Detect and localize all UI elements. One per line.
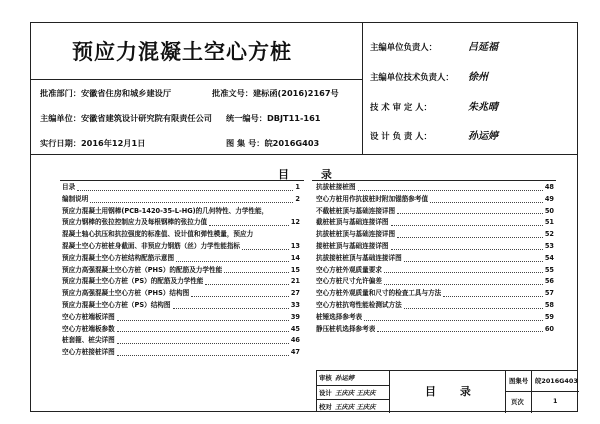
toc-leader-dots xyxy=(397,237,543,238)
toc-entry-title: 空心方桩尺寸允许偏差 xyxy=(316,277,382,286)
toc-entry-page: 50 xyxy=(544,206,554,215)
page-value: 1 xyxy=(553,397,558,405)
signature: 徐州 xyxy=(468,72,488,83)
toc-entry-page: 1 xyxy=(295,183,300,191)
toc-entry xyxy=(316,300,554,312)
toc-entry xyxy=(316,206,554,218)
toc-entry xyxy=(316,312,554,324)
toc-rule xyxy=(60,180,304,181)
toc-entry xyxy=(316,253,554,265)
toc-entry-title: 预应力混凝土用钢棒(PCB-1420-35-L-HG)的几何特性、力学性能， xyxy=(62,206,269,215)
title-block-row xyxy=(317,386,389,401)
toc-entry-title: 空心方桩端板参数 xyxy=(62,324,115,333)
signature: 吕延福 xyxy=(468,42,498,53)
toc-entry-title: 空心方桩外观质量要求 xyxy=(316,265,382,274)
toc-entry xyxy=(316,276,554,288)
toc-entry-page: 47 xyxy=(290,348,300,357)
editor-unit: 主编单位：安徽省建筑设计研究院有限责任公司 xyxy=(40,113,212,123)
toc-leader-dots xyxy=(397,213,543,214)
effective-date: 实行日期：2016年12月1日 xyxy=(40,138,146,148)
toc-entry-page: 60 xyxy=(544,324,554,333)
divider xyxy=(30,79,362,80)
divider xyxy=(30,154,578,155)
toc-entry-page: 54 xyxy=(544,253,554,262)
toc-leader-dots xyxy=(173,308,289,309)
toc-entry-page: 55 xyxy=(544,265,554,274)
toc-entry xyxy=(62,206,300,218)
toc-entry xyxy=(316,324,554,336)
page-title: 预应力混凝土空心方桩 xyxy=(72,40,292,64)
toc-leader-dots xyxy=(377,331,542,332)
toc-entry-page: 56 xyxy=(544,277,554,286)
toc-left-column xyxy=(62,182,300,359)
toc-entry-title: 预应力钢棒的张拉控制应力及每根钢棒的张拉力值 xyxy=(62,218,208,227)
toc-entry-title: 空心方桩端板详图 xyxy=(62,312,115,321)
toc-leader-dots xyxy=(117,331,289,332)
toc-entry-page: 21 xyxy=(290,277,300,286)
sign-role: 技 术 审 定 人： xyxy=(370,102,432,112)
toc-entry-title: 桩锤选择参考表 xyxy=(316,312,363,321)
title-block-row xyxy=(317,371,389,386)
toc-leader-dots xyxy=(117,343,289,344)
toc-entry-page: 46 xyxy=(290,336,300,345)
toc-entry xyxy=(62,241,300,253)
toc-leader-dots xyxy=(117,355,289,356)
toc-entry-title: 预应力高强混凝土空心方桩（PHS）的配筋及力学性能 xyxy=(62,265,223,274)
toc-entry xyxy=(62,217,300,229)
toc-leader-dots xyxy=(205,284,288,285)
toc-entry-page: 45 xyxy=(290,324,300,333)
toc-entry-page: 27 xyxy=(290,289,300,298)
toc-entry xyxy=(316,194,554,206)
toc-entry-page: 2 xyxy=(295,194,300,203)
toc-leader-dots xyxy=(191,296,289,297)
toc-entry-page: 48 xyxy=(544,183,554,191)
toc-leader-dots xyxy=(77,190,293,191)
sign-role: 主编单位技术负责人： xyxy=(370,72,454,82)
toc-leader-dots xyxy=(404,308,543,309)
approval-doc-no: 批准文号：建标函(2016)2167号 xyxy=(212,88,339,98)
toc-entry-title: 接桩桩顶与基础连接详图 xyxy=(316,241,389,250)
toc-entry-page: 39 xyxy=(290,312,300,321)
toc-entry-title: 空心方桩接桩详图 xyxy=(62,348,115,357)
toc-entry xyxy=(316,217,554,229)
toc-rule xyxy=(312,180,556,181)
toc-leader-dots xyxy=(90,202,293,203)
toc-leader-dots xyxy=(430,202,543,203)
tb-label: 审核 xyxy=(319,374,332,383)
tb-signature: 王庆庆 王庆庆 xyxy=(335,403,376,412)
toc-leader-dots xyxy=(364,320,543,321)
unified-number: 统一编号：DBJT11-161 xyxy=(226,113,321,123)
signature: 孙运婷 xyxy=(468,131,498,142)
toc-entry xyxy=(316,288,554,300)
toc-right-column xyxy=(316,182,554,335)
toc-entry-page: 57 xyxy=(544,289,554,298)
toc-leader-dots xyxy=(391,249,543,250)
toc-entry-title: 混凝土轴心抗压和抗拉强度的标准值、设计值和弹性模量，预应力 xyxy=(62,230,254,239)
toc-heading: 目 录 xyxy=(278,168,346,181)
toc-entry-title: 空心方桩抗弯性能检测试方法 xyxy=(316,300,402,309)
toc-entry-page: 12 xyxy=(290,218,300,227)
toc-entry xyxy=(316,241,554,253)
toc-entry xyxy=(316,229,554,241)
sign-role: 主编单位负责人： xyxy=(370,42,437,52)
title-block xyxy=(316,370,578,412)
toc-entry xyxy=(316,182,554,194)
toc-entry xyxy=(62,312,300,324)
toc-entry xyxy=(62,324,300,336)
toc-leader-dots xyxy=(176,261,289,262)
toc-entry-title: 预应力高强混凝土空心方桩（PHS）结构图 xyxy=(62,289,190,298)
toc-entry-page: 13 xyxy=(290,241,300,250)
signature: 朱兆晴 xyxy=(468,102,498,113)
toc-leader-dots xyxy=(443,296,543,297)
toc-entry-title: 桩套箍、桩尖详图 xyxy=(62,336,115,345)
toc-entry xyxy=(62,300,300,312)
toc-entry-title: 抗拔桩接桩图 xyxy=(316,183,356,191)
tb-signature: 孙运婷 xyxy=(335,374,355,383)
approval-dept: 批准部门：安徽省住房和城乡建设厅 xyxy=(40,88,172,98)
toc-leader-dots xyxy=(384,284,543,285)
toc-entry xyxy=(62,265,300,277)
toc-entry-title: 编制说明 xyxy=(62,194,89,203)
toc-entry-page: 52 xyxy=(544,230,554,239)
toc-leader-dots xyxy=(242,249,289,250)
atlas-value: 皖2016G403 xyxy=(535,377,578,385)
toc-entry-title: 预应力混凝土空心方桩结构配筋示意图 xyxy=(62,253,175,262)
toc-entry-page: 33 xyxy=(290,300,300,309)
toc-entry-title: 目录 xyxy=(62,183,76,191)
atlas-label: 图集号 xyxy=(509,377,529,385)
toc-entry-page: 14 xyxy=(290,253,300,262)
toc-entry-title: 空心方桩用作抗拔桩时附加锚筋参考值 xyxy=(316,194,429,203)
toc-entry xyxy=(62,253,300,265)
toc-leader-dots xyxy=(391,225,543,226)
title-block-row xyxy=(317,400,389,414)
toc-entry-title: 抗拔接桩桩顶与基础连接详图 xyxy=(316,253,402,262)
toc-entry-title: 抗拔桩桩顶与基础连接详图 xyxy=(316,230,396,239)
toc-leader-dots xyxy=(224,272,289,273)
toc-entry xyxy=(62,335,300,347)
tb-label: 设计 xyxy=(319,388,332,397)
toc-entry xyxy=(62,276,300,288)
toc-entry xyxy=(62,229,300,241)
toc-entry xyxy=(62,347,300,359)
toc-entry-page: 15 xyxy=(290,265,300,274)
toc-leader-dots xyxy=(209,225,289,226)
toc-leader-dots xyxy=(404,261,543,262)
divider xyxy=(362,22,363,154)
toc-entry-title: 混凝土空心方桩桩身截面、非预应力钢筋（丝）力学性能指标 xyxy=(62,241,241,250)
toc-leader-dots xyxy=(358,190,543,191)
sheet-name: 目 录 xyxy=(425,385,481,398)
toc-entry xyxy=(62,182,300,194)
sign-role: 设 计 负 责 人： xyxy=(370,131,432,141)
toc-entry-title: 预应力混凝土空心方桩（PS）结构图 xyxy=(62,300,171,309)
toc-entry-page: 49 xyxy=(544,194,554,203)
page-label: 页次 xyxy=(511,398,524,406)
atlas-number: 图 集 号：皖2016G403 xyxy=(226,138,320,148)
toc-entry-title: 不截桩桩顶与基础连接详图 xyxy=(316,206,396,215)
toc-entry-title: 预应力混凝土空心方桩（PS）的配筋及力学性能 xyxy=(62,277,204,286)
toc-entry-page: 51 xyxy=(544,218,554,227)
toc-entry xyxy=(62,194,300,206)
toc-entry-title: 空心方桩外观质量和尺寸的检查工具与方法 xyxy=(316,289,442,298)
toc-entry xyxy=(62,288,300,300)
toc-entry xyxy=(316,265,554,277)
toc-entry-title: 静压桩机选择参考表 xyxy=(316,324,376,333)
toc-entry-page: 58 xyxy=(544,300,554,309)
toc-entry-page: 53 xyxy=(544,241,554,250)
toc-entry-title: 截桩桩顶与基础连接详图 xyxy=(316,218,389,227)
toc-entry-page: 59 xyxy=(544,312,554,321)
toc-leader-dots xyxy=(117,320,289,321)
toc-leader-dots xyxy=(384,272,543,273)
tb-signature: 王庆庆 王庆庆 xyxy=(335,388,376,397)
tb-label: 校对 xyxy=(319,403,332,412)
